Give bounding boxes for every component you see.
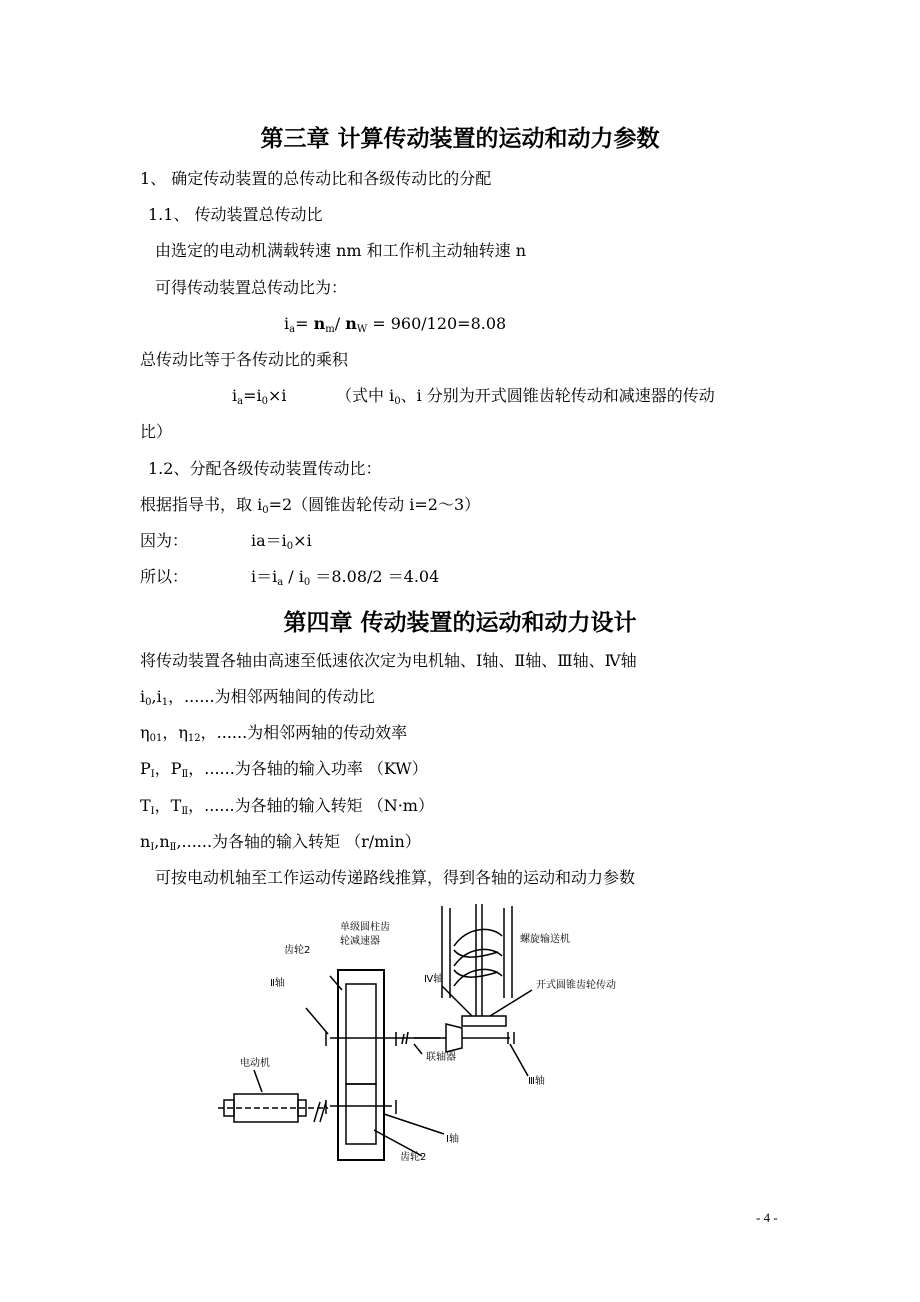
paragraph-motor-speed: 由选定的电动机满载转速 nm 和工作机主动轴转速 n (155, 241, 527, 260)
definition-speed: $n_Ⅰ,n_Ⅱ$,......为各轴的输入转矩 （r/min） (140, 832, 421, 853)
paragraph-calculation: 可按电动机轴至工作运动传递路线推算，得到各轴的运动和动力参数 (155, 868, 636, 887)
motor (218, 1094, 328, 1122)
transmission-diagram (210, 898, 650, 1170)
because-formula: $ia=i_0\times i$ (251, 531, 312, 552)
definition-efficiency: $\eta_{01}$，$\eta_{12}$，......为相邻两轴的传动效率 (140, 723, 408, 744)
bevel-gear (446, 1016, 514, 1052)
section-1-1-heading: 1.1、 传动装置总传动比 (148, 205, 323, 224)
label-reducer-1: 单级圆柱齿 (340, 922, 390, 933)
transmission-diagram-svg (210, 898, 650, 1170)
reducer-housing (326, 970, 396, 1160)
paragraph-product: 总传动比等于各传动比的乘积 (140, 350, 349, 369)
label-motor: 电动机 (240, 1058, 270, 1069)
label-bevel: 开式圆锥齿轮传动 (536, 980, 616, 991)
paragraph-guide: 根据指导书，取 $i_0=2$（圆锥齿轮传动 i=2～3） (140, 495, 481, 516)
label-shaft-ii: Ⅱ轴 (270, 978, 285, 989)
definition-ratio: $i_0,i_1$，......为相邻两轴间的传动比 (140, 687, 375, 708)
label-conveyor: 螺旋输送机 (520, 934, 570, 945)
formula-total-ratio: $i_a= n_m/$ $n_W = 960/120=8.08$ (284, 314, 507, 335)
therefore-label: 所以： (140, 567, 189, 586)
chapter3-title: 第三章 计算传动装置的运动和动力参数 (260, 126, 660, 152)
paragraph-total-ratio: 可得传动装置总传动比为： (155, 278, 348, 297)
label-gear2-bottom: 齿轮2 (400, 1152, 427, 1163)
label-coupling: 联轴器 (426, 1052, 456, 1063)
because-label: 因为： (140, 531, 189, 550)
label-shaft-iv: Ⅳ轴 (424, 974, 444, 985)
screw-conveyor (442, 904, 512, 1016)
label-gear2-top: 齿轮2 (284, 945, 311, 956)
formula-note: （式中 $i_0$、i 分别为开式圆锥齿轮传动和减速器的传动 (336, 386, 715, 407)
label-reducer-2: 轮减速器 (340, 936, 380, 947)
label-shaft-iii: Ⅲ轴 (528, 1076, 545, 1087)
definition-power: $P_Ⅰ$，$P_Ⅱ$，......为各轴的输入功率 （KW） (140, 759, 428, 780)
label-shaft-i: Ⅰ轴 (446, 1134, 459, 1145)
paragraph-shafts: 将传动装置各轴由高速至低速依次定为电机轴、Ⅰ轴、Ⅱ轴、Ⅲ轴、Ⅳ轴 (140, 651, 637, 670)
formula-note-cont: 比） (140, 422, 173, 441)
page-number: - 4 - (756, 1210, 778, 1225)
definition-torque: $T_Ⅰ$，$T_Ⅱ$，......为各轴的输入转矩 （N·m） (140, 796, 434, 817)
therefore-formula: $i=i_a / i_0 =8.08/2 =4.04$ (251, 567, 440, 588)
section-1-heading: 1、 确定传动装置的总传动比和各级传动比的分配 (140, 169, 492, 188)
section-1-2-heading: 1.2、分配各级传动装置传动比： (148, 459, 382, 478)
formula-product: $i_a=i_0\times i$ (232, 386, 287, 407)
chapter4-title: 第四章 传动装置的运动和动力设计 (283, 610, 637, 636)
